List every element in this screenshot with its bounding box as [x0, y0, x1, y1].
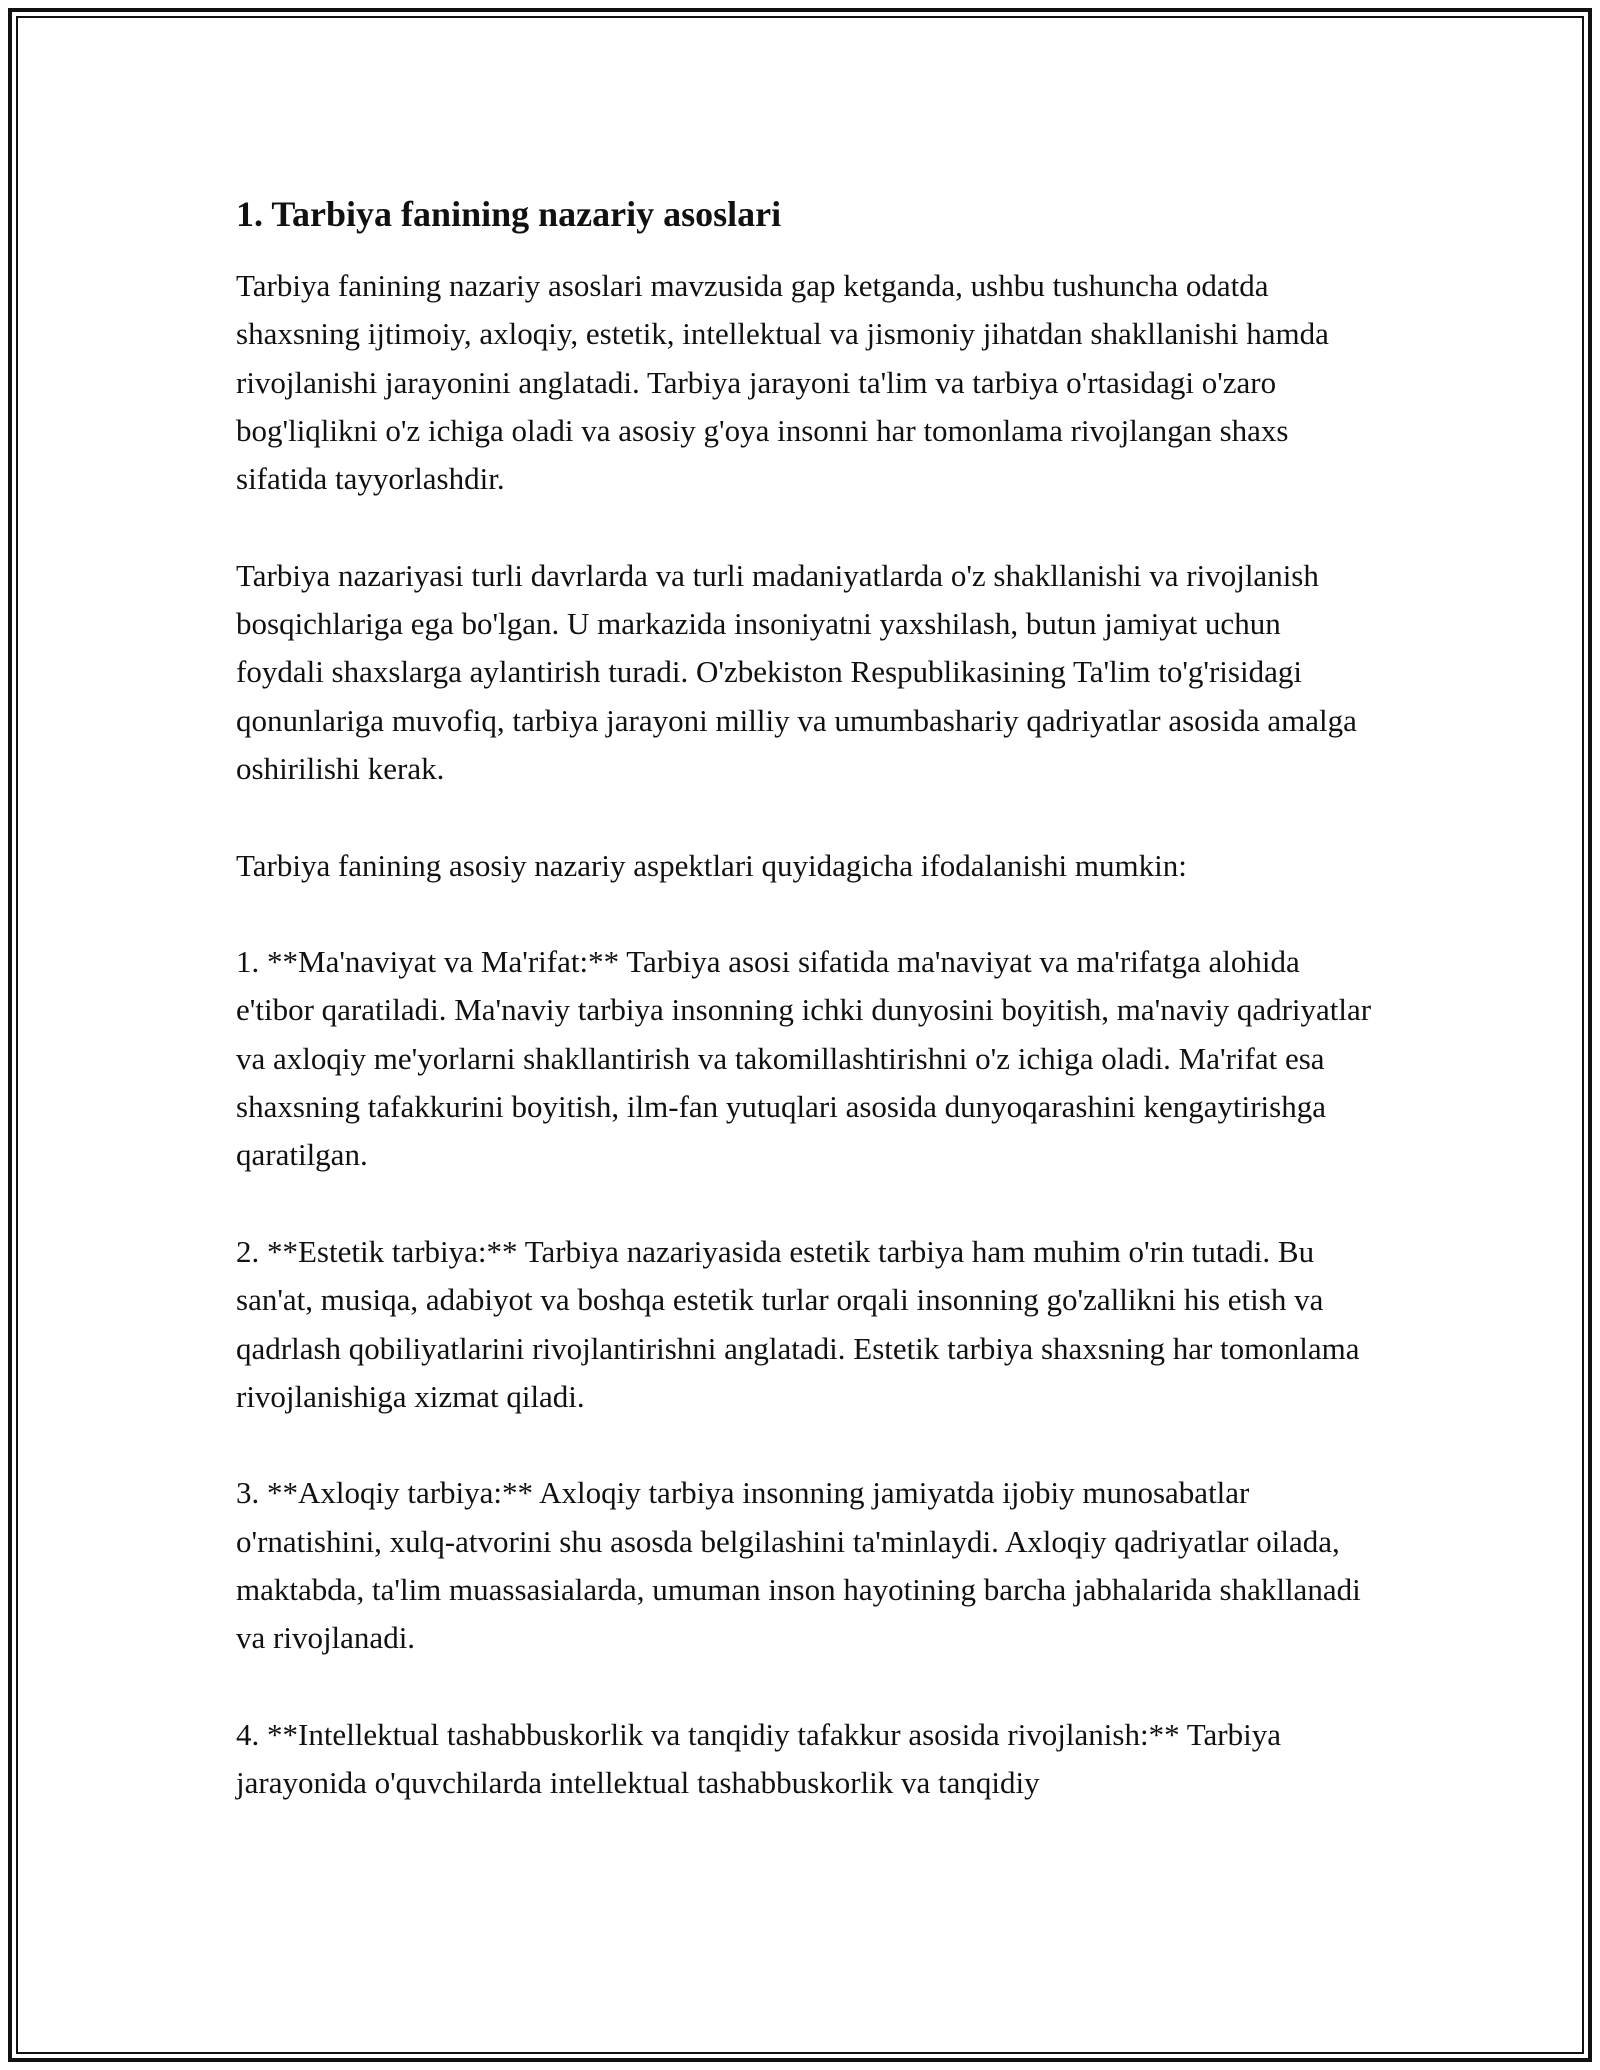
list-item-intellectual: 4. **Intellektual tashabbuskorlik va tanqidiy tafakkur asosida rivojlanish:** Tarbiya jarayonida o'quvchilarda intellektual tashabbuskorlik va tanqidiy	[236, 1716, 1281, 1801]
paragraph-history: Tarbiya nazariyasi turli davrlarda va turli madaniyatlarda o'z shakllanishi va rivojlanish bosqichlariga ega bo'lgan. U markazida insoniyatni yaxshilash, butun jamiyat uchun foydali shaxslarga aylantirish turadi. O'zbekiston Respublikasining Ta'lim to'g'risidagi qonunlariga muvofiq, tarbiya jarayoni milliy va umumbashariy qadriyatlar asosida amalga oshirilishi kerak.	[236, 557, 1357, 786]
list-item-aesthetic: 2. **Estetik tarbiya:** Tarbiya nazariyasida estetik tarbiya ham muhim o'rin tutadi. Bu san'at, musiqa, adabiyot va boshqa estetik turlar orqali insonning go'zallikni his etish va qadrlash qobiliyatlarini rivojlantirishni anglatadi. Estetik tarbiya shaxsning har tomonlama rivojlanishiga xizmat qiladi.	[236, 1233, 1360, 1414]
paragraph-aspects-lead: Tarbiya fanining asosiy nazariy aspektlari quyidagicha ifodalanishi mumkin:	[236, 847, 1187, 883]
document-body	[236, 188, 1376, 1808]
section-heading: 1. Tarbiya fanining nazariy asoslari	[236, 194, 782, 234]
list-item-moral: 3. **Axloqiy tarbiya:** Axloqiy tarbiya insonning jamiyatda ijobiy munosabatlar o'rnatishini, xulq-atvorini shu asosda belgilashini ta'minlaydi. Axloqiy qadriyatlar oilada, maktabda, ta'lim muassasialarda, umuman inson hayotining barcha jabhalarida shakllanadi va rivojlanadi.	[236, 1475, 1361, 1656]
list-item-spirituality: 1. **Ma'naviyat va Ma'rifat:** Tarbiya asosi sifatida ma'naviyat va ma'rifatga alohida e'tibor qaratiladi. Ma'naviy tarbiya insonning ichki dunyosini boyitish, ma'naviy qadriyatlar va axloqiy me'yorlarni shakllantirish va takomillashtirishni o'z ichiga oladi. Ma'rifat esa shaxsning tafakkurini boyitish, ilm-fan yutuqlari asosida dunyoqarashini kengaytirishga qaratilgan.	[236, 944, 1372, 1173]
paragraph-intro: Tarbiya fanining nazariy asoslari mavzusida gap ketganda, ushbu tushuncha odatda shaxsning ijtimoiy, axloqiy, estetik, intellektual va jismoniy jihatdan shakllanishi hamda rivojlanishi jarayonini anglatadi. Tarbiya jarayoni ta'lim va tarbiya o'rtasidagi o'zaro bog'liqlikni o'z ichiga oladi va asosiy g'oya insonni har tomonlama rivojlangan shaxs sifatida tayyorlashdir.	[236, 268, 1329, 497]
